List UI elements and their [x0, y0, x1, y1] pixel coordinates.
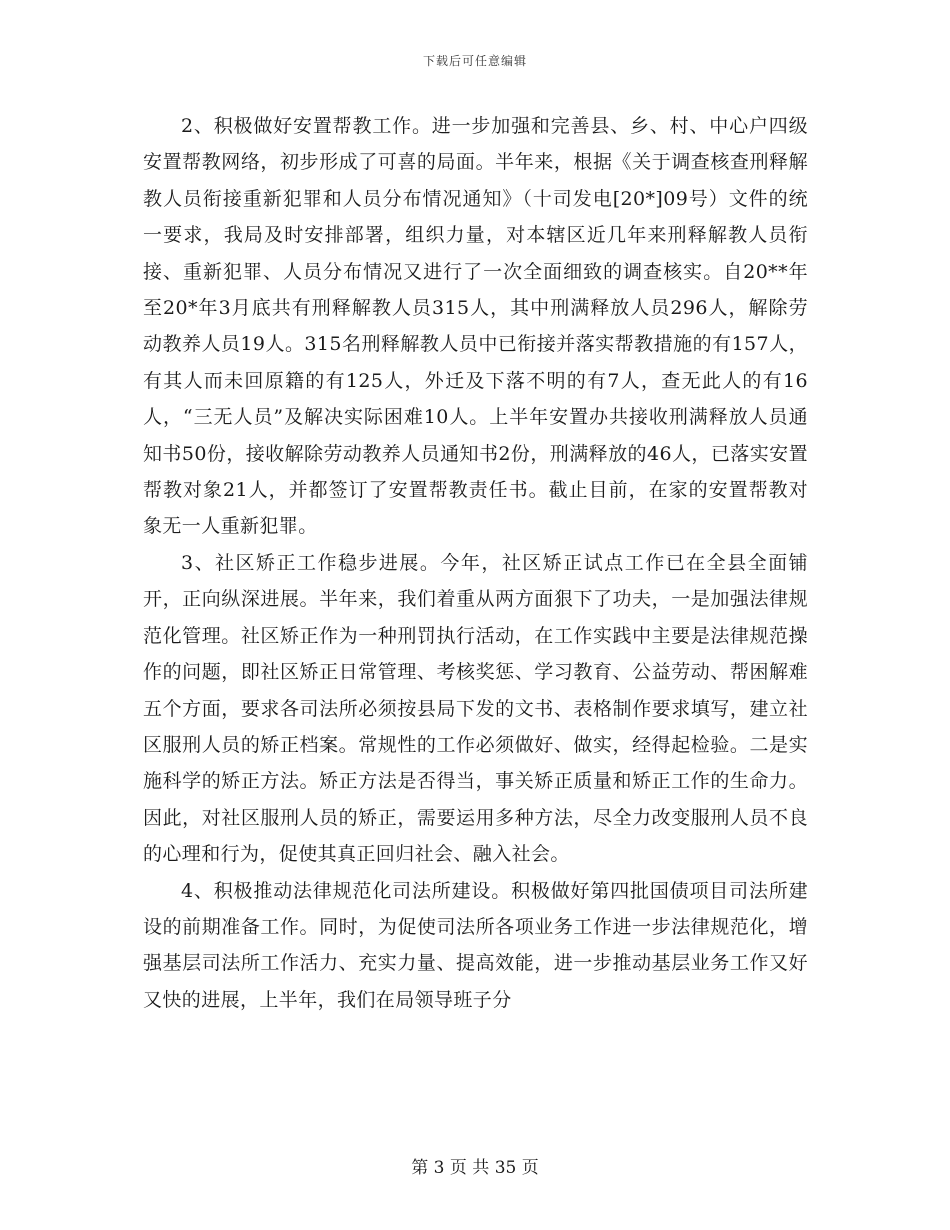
page-number-text: 第 3 页 共 35 页	[411, 1158, 539, 1178]
paragraph-resettlement-assistance: 2、积极做好安置帮教工作。进一步加强和完善县、乡、村、中心户四级安置帮教网络，初步形成了可喜的局面。半年来，根据《关于调查核查刑释解教人员衔接重新犯罪和人员分布情况通知》（十司发电[20*]09号）文件的统一要求，我局及时安排部署，组织力量，对本辖区近几年来刑释解教人员衔接、重新犯罪、人员分布情况又进行了一次全面细致的调查核实。自20**年至20*年3月底共有刑释解教人员315人，其中刑满释放人员296人，解除劳动教养人员19人。315名刑释解教人员中已衔接并落实帮教措施的有157人，有其人而未回原籍的有125人，外迁及下落不明的有7人，查无此人的有16人，“三无人员”及解决实际困难10人。上半年安置办共接收刑满释放人员通知书50份，接收解除劳动教养人员通知书2份，刑满释放的46人，已落实安置帮教对象21人，并都签订了安置帮教责任书。截止目前，在家的安置帮教对象无一人重新犯罪。	[143, 115, 808, 538]
paragraph-community-correction: 3、社区矫正工作稳步进展。今年，社区矫正试点工作已在全县全面铺开，正向纵深进展。半年来，我们着重从两方面狠下了功夫，一是加强法律规范化管理。社区矫正作为一种刑罚执行活动，在工作实践中主要是法律规范操作的问题，即社区矫正日常管理、考核奖惩、学习教育、公益劳动、帮困解难五个方面，要求各司法所必须按县局下发的文书、表格制作要求填写，建立社区服刑人员的矫正档案。常规性的工作必须做好、做实，经得起检验。二是实施科学的矫正方法。矫正方法是否得当，事关矫正质量和矫正工作的生命力。因此，对社区服刑人员的矫正，需要运用多种方法，尽全力改变服刑人员不良的心理和行为，促使其真正回归社会、融入社会。	[143, 551, 808, 866]
page-header: 下载后可任意编辑	[422, 54, 527, 68]
page-footer	[0, 1153, 950, 1178]
document-body	[143, 108, 808, 1018]
paragraph-judicial-office-construction: 4、积极推动法律规范化司法所建设。积极做好第四批国债项目司法所建设的前期准备工作。同时，为促使司法所各项业务工作进一步法律规范化，增强基层司法所工作活力、充实力量、提高效能，进一步推动基层业务工作又好又快的进展，上半年，我们在局领导班子分	[143, 879, 808, 1011]
